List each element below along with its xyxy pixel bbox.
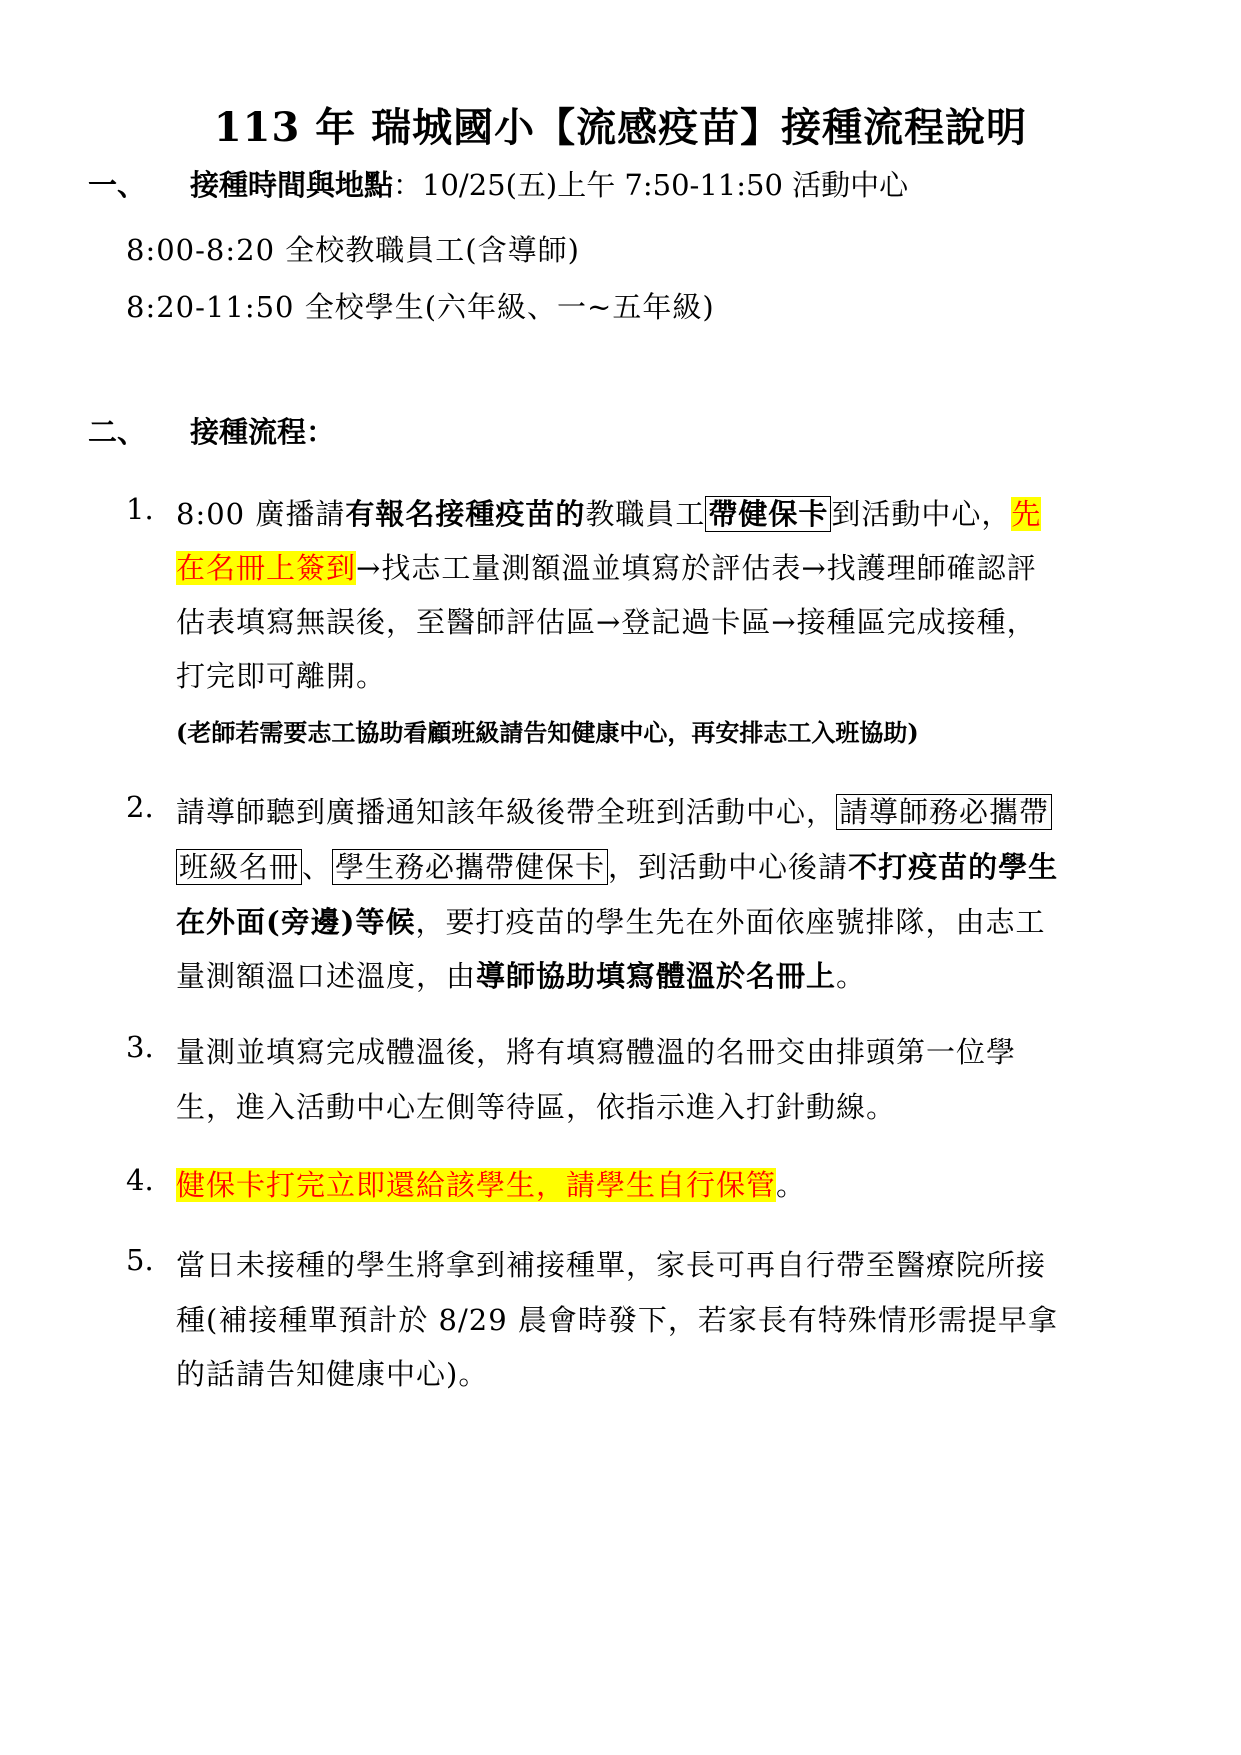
text-run: →找志工量測額溫並填寫於評估表→找護理師確認評 [356,551,1037,585]
text-run: 。 [776,1168,807,1202]
item-2-line-4 [176,954,866,995]
item-5-line-2: 種(補接種單預計於 8/29 晨會時發下，若家長有特殊情形需提早拿 [176,1303,1058,1337]
text-run: 8:00 廣播請 [176,497,346,531]
item-2-line-3 [176,900,1045,941]
item-2-number: 2. [126,790,154,824]
item-2-line-1 [176,790,1052,831]
text-run: 到活動中心， [831,497,1012,531]
text-run: 。 [836,959,867,993]
section-1-label: 接種時間與地點 [190,168,394,202]
item-1-line-3: 估表填寫無誤後，至醫師評估區→登記過卡區→接種區完成接種， [176,605,1037,639]
text-run: 教職員工 [585,497,706,531]
section-1-value: ：10/25(五)上午 7:50-11:50 活動中心 [393,168,909,202]
item-1-line-4: 打完即可離開。 [176,659,387,693]
schedule-line-staff: 8:00-8:20 全校教職員工(含導師) [126,233,580,267]
section-2-number: 二、 [88,415,147,449]
item-4-number: 4. [126,1163,154,1197]
item-2-line-2 [176,845,1058,886]
boxed-text-student-card: 學生務必攜帶健保卡 [332,849,608,885]
item-1-line-1 [176,492,1041,533]
item-1-line-2 [176,546,1037,587]
boxed-text: 請導師務必攜帶 [836,794,1052,830]
highlighted-text-return-card: 健保卡打完立即還給該學生，請學生自行保管 [176,1168,777,1202]
highlighted-text: 先 [1011,497,1042,531]
item-1-note: (老師若需要志工協助看顧班級請告知健康中心，再安排志工入班協助) [176,718,919,747]
bold-run: 有報名接種疫苗的 [345,497,586,531]
text-run: ，到活動中心後請 [608,850,849,884]
bold-run: 導師協助填寫體溫於名冊上 [476,959,837,993]
section-2-heading: 接種流程： [190,415,336,449]
schedule-line-students: 8:20-11:50 全校學生(六年級、一~五年級) [126,290,715,324]
item-4-line-1 [176,1163,806,1204]
page-title: 113 年 瑞城國小【流感疫苗】接種流程說明 [213,104,1028,151]
item-5-number: 5. [126,1243,154,1277]
text-run: ，要打疫苗的學生先在外面依座號排隊，由志工 [415,905,1046,939]
item-3-number: 3. [126,1030,154,1064]
item-5-line-1: 當日未接種的學生將拿到補接種單，家長可再自行帶至醫療院所接 [176,1248,1047,1282]
item-1-number: 1. [126,492,154,526]
item-5-line-3: 的話請告知健康中心)。 [176,1357,489,1391]
section-1-heading [190,163,908,204]
bold-run: 在外面(旁邊)等候 [176,905,416,939]
bold-run: 不打疫苗的學生 [848,850,1059,884]
text-run: 、 [302,850,333,884]
text-run: 請導師聽到廣播通知該年級後帶全班到活動中心， [176,795,837,829]
section-1-number: 一、 [88,168,147,202]
text-run: 量測額溫口述溫度，由 [176,959,477,993]
item-3-line-2: 生，進入活動中心左側等待區，依指示進入打針動線。 [176,1090,897,1124]
boxed-text-health-card: 帶健保卡 [705,496,831,532]
highlighted-text-sign-in: 在名冊上簽到 [176,551,357,585]
boxed-text-class-roster: 班級名冊 [176,849,302,885]
item-3-line-1: 量測並填寫完成體溫後，將有填寫體溫的名冊交由排頭第一位學 [176,1035,1017,1069]
